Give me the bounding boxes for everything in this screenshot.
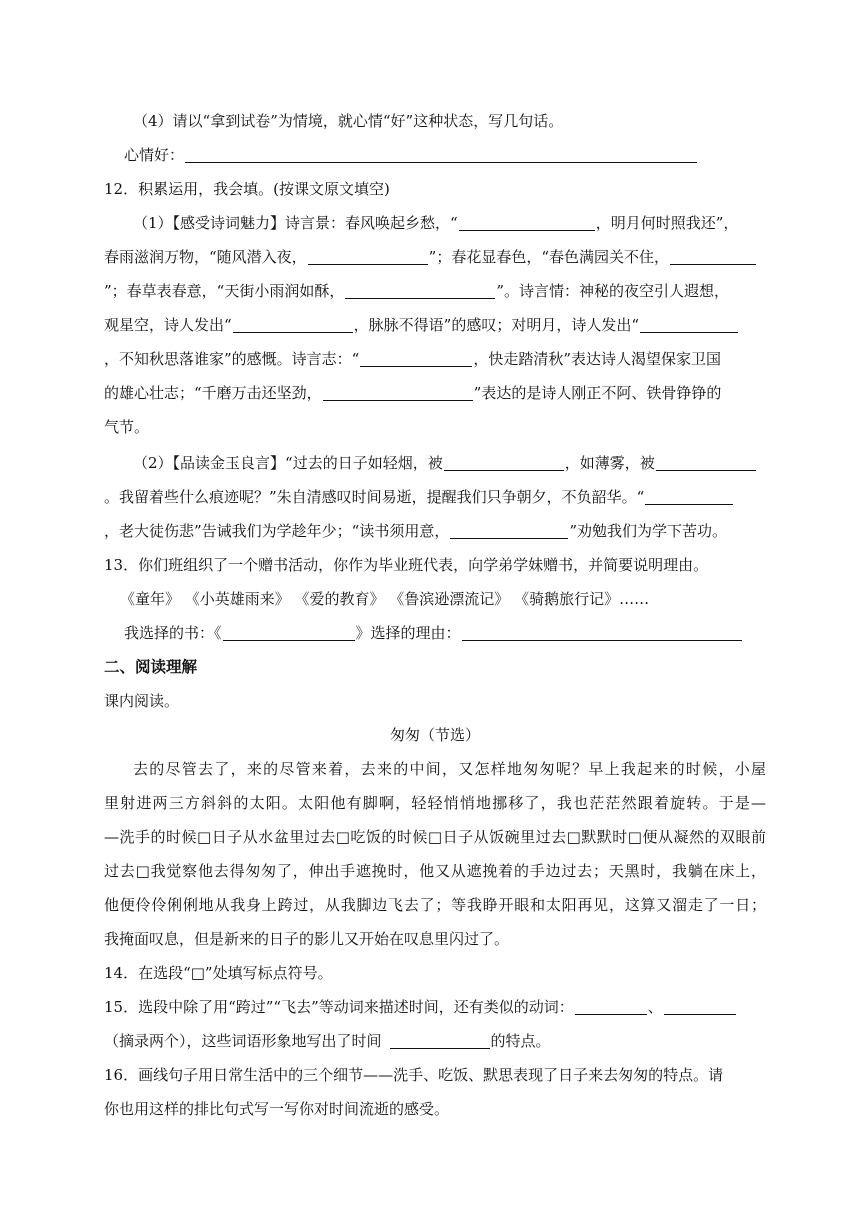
answer-blank[interactable] xyxy=(308,248,428,265)
q14-prompt: 14．在选段“□”处填写标点符号。 xyxy=(104,964,333,982)
answer-blank[interactable] xyxy=(450,522,568,539)
q16-line1: 16．画线句子用日常生活中的三个细节——洗手、吃饭、默思表现了日子来去匆匆的特点。请 xyxy=(104,1066,724,1084)
answer-blank[interactable] xyxy=(459,214,595,231)
answer-blank[interactable] xyxy=(185,146,697,163)
q12-p2-line2: 。我留着些什么痕迹呢？”朱自清感叹时间易逝，提醒我们只争朝夕，不负韶华。“ xyxy=(104,486,766,508)
q13-book-list: 《童年》 《小英雄雨来》 《爱的教育》 《鲁滨逊漂流记》 《骑鹅旅行记》…… xyxy=(120,590,650,608)
book-choice-blank[interactable] xyxy=(223,624,355,641)
q12-p2-line1: （2）【品读金玉良言】“过去的日子如轻烟，被 ，如薄雾，被 xyxy=(104,452,766,474)
q11-4-prompt: （4）请以“拿到试卷”为情境，就心情“好”这种状态，写几句话。 xyxy=(133,112,564,130)
q13-prompt: 13．你们班组织了一个赠书活动，你作为毕业班代表，向学弟学妹赠书，并简要说明理由。 xyxy=(104,556,709,574)
passage-line: —洗手的时候□日子从水盆里过去□吃饭的时候□日子从饭碗里过去□默默时□便从凝然的双眼前 xyxy=(104,828,766,846)
q12-p1-line3: ”；春草表春意，“天街小雨润如酥， ”。诗言情：神秘的夜空引人遐想， xyxy=(104,282,730,300)
passage-title: 匆匆（节选） xyxy=(389,726,480,744)
answer-blank[interactable] xyxy=(360,350,472,367)
q16-line2: 你也用这样的排比句式写一写你对时间流逝的感受。 xyxy=(104,1100,450,1118)
answer-blank[interactable] xyxy=(670,248,756,265)
section-title: 二、阅读理解 xyxy=(104,658,198,676)
q15-line2: （摘录两个），这些词语形象地写出了时间 的特点。 xyxy=(104,1032,551,1050)
q12-p1-line2: 春雨滋润万物，“随风潜入夜， ”；春花显春色，“春色满园关不住， xyxy=(104,246,766,268)
passage-line: 去的尽管去了，来的尽管来着，去来的中间，又怎样地匆匆呢？早上我起来的时候，小屋 xyxy=(133,760,766,778)
q12-p2-line3: ，老大徒伤悲”告诫我们为学趁年少；“读书须用意， ”劝勉我们为学下苦功。 xyxy=(104,522,728,540)
answer-blank[interactable] xyxy=(645,488,733,505)
answer-blank[interactable] xyxy=(323,384,473,401)
q12-p1-line7: 气节。 xyxy=(104,418,150,436)
answer-blank[interactable] xyxy=(640,316,738,333)
q12-p1-line1: （1）【感受诗词魅力】诗言景：春风唤起乡愁，“ ，明月何时照我还”， xyxy=(133,214,739,232)
answer-blank[interactable] xyxy=(664,998,736,1015)
reason-blank[interactable] xyxy=(462,624,742,641)
q11-4-answer-line: 心情好： xyxy=(124,144,786,166)
answer-blank[interactable] xyxy=(575,998,647,1015)
q15-line1: 15．选段中除了用“跨过”“飞去”等动词来描述时间，还有类似的动词： 、 xyxy=(104,996,766,1018)
q12-p1-line5: ，不知秋思落谁家”的感慨。诗言志：“ ，快走踏清秋”表达诗人渴望保家卫国 xyxy=(104,350,722,368)
q12-heading: 12．积累运用，我会填。(按课文原文填空) xyxy=(104,180,390,198)
answer-blank[interactable] xyxy=(444,454,564,471)
answer-blank[interactable] xyxy=(390,1032,490,1049)
q12-p1-line4: 观星空，诗人发出“ ，脉脉不得语”的感叹；对明月，诗人发出“ xyxy=(104,314,766,336)
passage-line: 他便伶伶俐俐地从我身上跨过，从我脚边飞去了；等我睁开眼和太阳再见，这算又溜走了一日； xyxy=(104,896,766,914)
q13-choice-line: 我选择的书：《 》选择的理由： xyxy=(124,622,766,644)
passage-line: 我掩面叹息，但是新来的日子的影儿又开始在叹息里闪过了。 xyxy=(104,930,510,948)
q12-p1-line6: 的雄心壮志；“千磨万击还坚劲， ”表达的是诗人刚正不阿、铁骨铮铮的 xyxy=(104,384,722,402)
answer-blank[interactable] xyxy=(656,454,756,471)
answer-blank[interactable] xyxy=(345,282,495,299)
passage-line: 过去□我觉察他去得匆匆了，伸出手遮挽时，他又从遮挽着的手边过去；天黑时，我躺在床上， xyxy=(104,862,766,880)
answer-blank[interactable] xyxy=(233,316,353,333)
section-subtitle: 课内阅读。 xyxy=(104,692,180,710)
passage-line: 里射进两三方斜斜的太阳。太阳他有脚啊，轻轻悄悄地挪移了，我也茫茫然跟着旋转。于是— xyxy=(104,794,766,812)
